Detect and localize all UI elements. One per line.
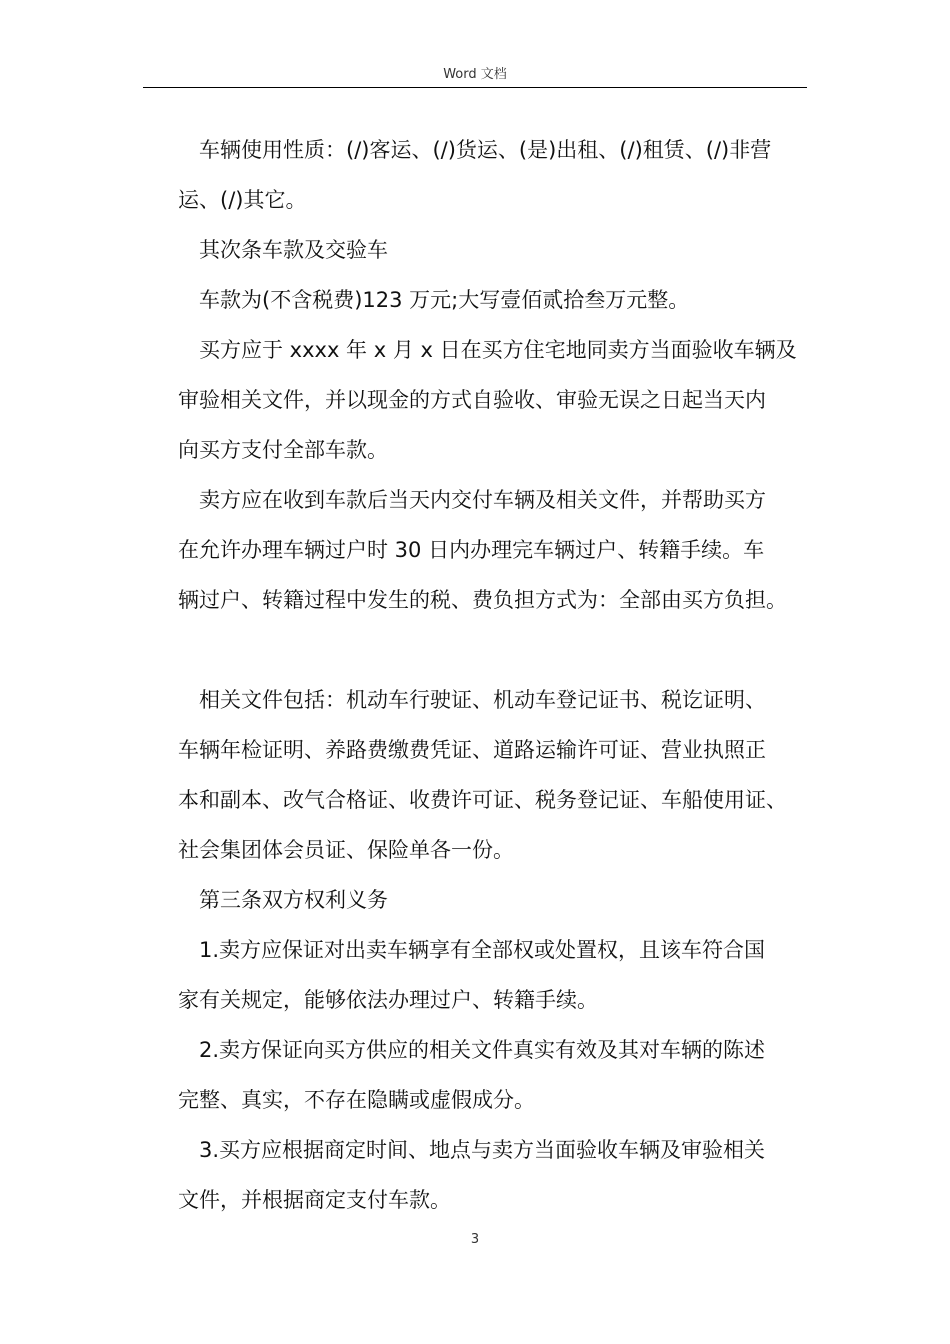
paragraph-seller-delivery (178, 475, 818, 625)
section-heading-article-3 (178, 875, 818, 925)
text-line: 文件，并根据商定支付车款。 (178, 1188, 451, 1212)
clause-3 (178, 1125, 818, 1225)
text-line: 辆过户、转籍过程中发生的税、费负担方式为：全部由买方负担。 (178, 588, 787, 612)
text-line: 向买方支付全部车款。 (178, 438, 388, 462)
text-line: 家有关规定，能够依法办理过户、转籍手续。 (178, 988, 598, 1012)
text-line: 车款为(不含税费)123 万元;大写壹佰贰拾叁万元整。 (199, 288, 690, 312)
text-line: 审验相关文件，并以现金的方式自验收、审验无误之日起当天内 (178, 388, 766, 412)
text-line: 相关文件包括：机动车行驶证、机动车登记证书、税讫证明、 (199, 688, 766, 712)
text-line: 本和副本、改气合格证、收费许可证、税务登记证、车船使用证、 (178, 788, 787, 812)
text-line: 完整、真实，不存在隐瞒或虚假成分。 (178, 1088, 535, 1112)
document-body (178, 125, 818, 1225)
text-line: 运、(/)其它。 (178, 188, 307, 212)
text-line: 第三条双方权利义务 (199, 888, 388, 912)
paragraph-price (178, 275, 818, 325)
text-line: 车辆年检证明、养路费缴费凭证、道路运输许可证、营业执照正 (178, 738, 766, 762)
text-line: 在允许办理车辆过户时 30 日内办理完车辆过户、转籍手续。车 (178, 538, 765, 562)
text-line: 2.卖方保证向买方供应的相关文件真实有效及其对车辆的陈述 (199, 1038, 766, 1062)
text-line: 3.买方应根据商定时间、地点与卖方当面验收车辆及审验相关 (199, 1138, 766, 1162)
text-line: 1.卖方应保证对出卖车辆享有全部权或处置权，且该车符合国 (199, 938, 766, 962)
clause-2 (178, 1025, 818, 1125)
paragraph-buyer-inspection (178, 325, 818, 475)
text-line: 买方应于 xxxx 年 x 月 x 日在买方住宅地同卖方当面验收车辆及 (199, 338, 797, 362)
header-divider (143, 87, 807, 88)
text-line: 卖方应在收到车款后当天内交付车辆及相关文件，并帮助买方 (199, 488, 766, 512)
text-line: 其次条车款及交验车 (199, 238, 388, 262)
section-heading-article-2 (178, 225, 818, 275)
page-number: 3 (470, 1232, 480, 1247)
clause-1 (178, 925, 818, 1025)
page-header: Word 文档 (443, 67, 507, 82)
paragraph-vehicle-usage (178, 125, 818, 225)
paragraph-spacer (178, 625, 818, 675)
text-line: 社会集团体会员证、保险单各一份。 (178, 838, 514, 862)
paragraph-related-documents (178, 675, 818, 875)
text-line: 车辆使用性质：(/)客运、(/)货运、(是)出租、(/)租赁、(/)非营 (199, 138, 772, 162)
